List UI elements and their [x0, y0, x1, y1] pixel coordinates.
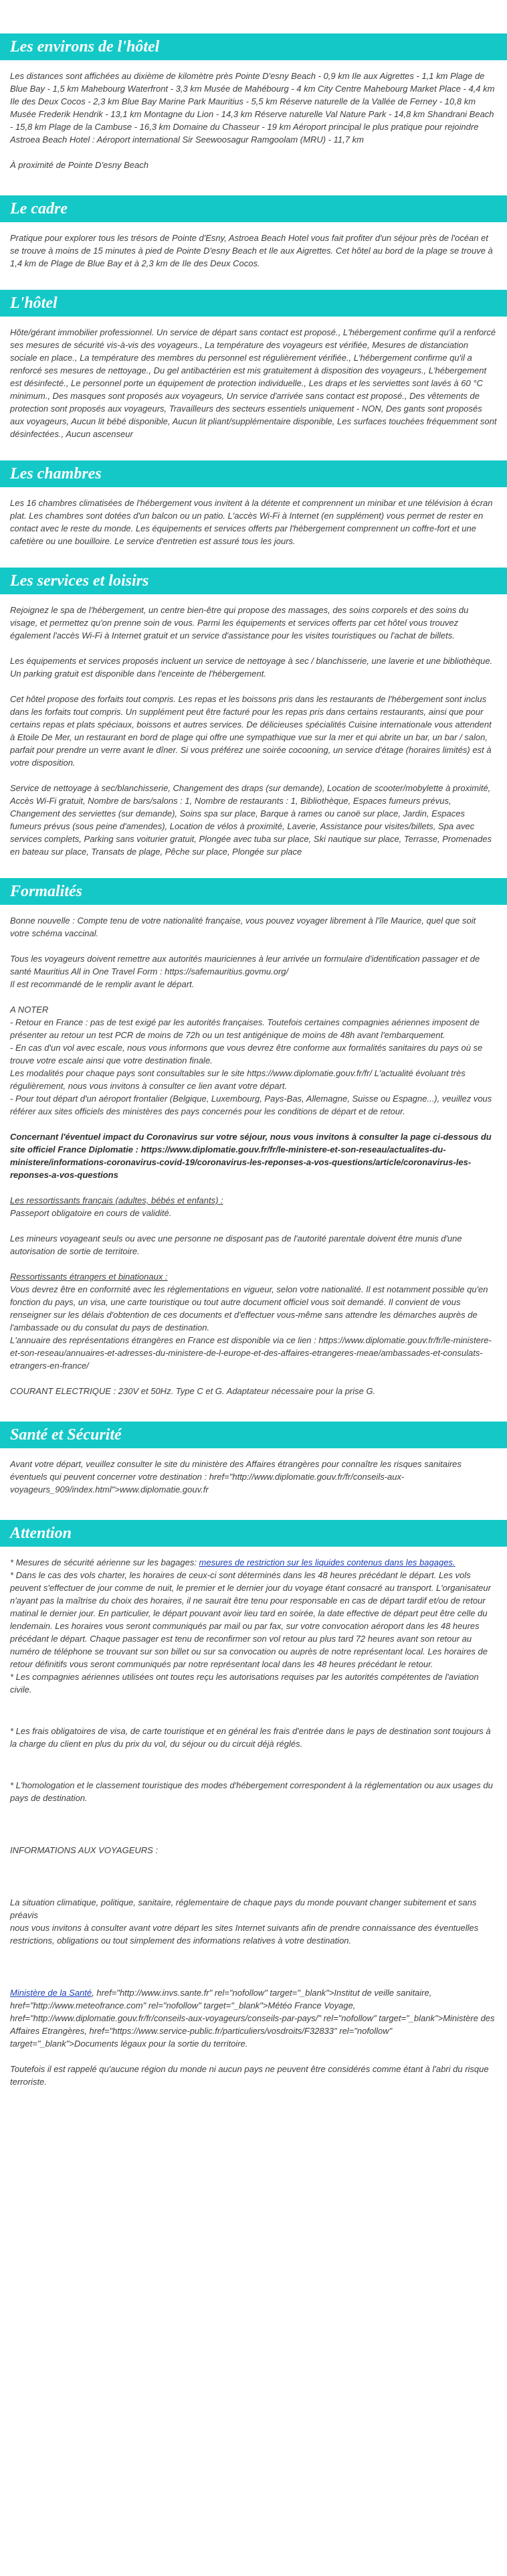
attention-luggage-prefix: * Mesures de sécurité aérienne sur les bagages:: [10, 1557, 199, 1567]
section-title-environs: Les environs de l'hôtel: [0, 33, 507, 60]
formalites-electricity: COURANT ELECTRIQUE : 230V et 50Hz. Type C et G. Adaptateur nécessaire pour la prise G.: [10, 1386, 376, 1396]
formalites-coronavirus: Concernant l'éventuel impact du Coronavirus sur votre séjour, nous vous invitons à consulter la page ci-dessous du site officiel France Diplomatie : https://www.diplomatie.gouv.fr/fr/le-ministere-et-son-reseau/actualites-du-ministere/informations-coronavirus-covid-19/coronavirus-les-reponses-a-vos-questions/article/coronavirus-les-reponses-a-vos-questions: [10, 1132, 492, 1180]
section-body-environs: [0, 70, 507, 171]
section-body-hotel: [0, 326, 507, 440]
sante-text: Avant votre départ, veuillez consulter le site du ministère des Affaires étrangères pour connaître les risques sanitaires éventuels qui peuvent concerner votre destination : href="http://www.diplomatie.gouv.fr/fr/conseils-aux-voyageurs_909/index.html">www.diplomatie.gouv.fr: [10, 1459, 462, 1494]
formalites-note-stopover: - En cas d'un vol avec escale, nous vous informons que vous devrez être conforme aux formalités sanitaires du pays où se trouve votre escale ainsi que votre destination finale.: [10, 1043, 483, 1065]
hotel-text: Hôte/gérant immobilier professionnel. Un service de départ sans contact est proposé., L'hébergement confirme qu'il a renforcé ses mesures de sécurité vis-à-vis des voyageurs., La température des voyageurs est vérifiée, Mesures de distanciation sociale en place., La température des membres du personnel est régulièrement vérifiée., L'hébergement confirme qu'il a renforcé ses mesures de nettoyage., Du gel antibactérien est mis gratuitement à disposition des voyageurs., L'hébergement est désinfecté., Le personnel porte un équipement de protection individuelle., Les draps et les serviettes sont lavés à 60 °C minimum., Des masques sont proposés aux voyageurs, Un service d'arrivée sans contact est proposé., Des vêtements de protection sont proposés aux voyageurs, Travailleurs des secteurs essentiels uniquement - NON, Des gants sont proposés aux voyageurs, Aucun lit bébé disponible, Aucun lit pliant/supplémentaire disponible, Les surfaces touchées fréquemment sont désinfectées., Aucun ascenseur: [10, 327, 497, 439]
section-title-sante: Santé et Sécurité: [0, 1422, 507, 1448]
section-body-attention: [0, 1556, 507, 2088]
section-attention: [0, 1520, 507, 2088]
formalites-form-note: Il est recommandé de le remplir avant le départ.: [10, 979, 195, 989]
section-cadre: [0, 195, 507, 270]
section-chambres: [0, 460, 507, 547]
hotel-info-page: [0, 33, 507, 2108]
section-hotel: [0, 290, 507, 440]
formalites-foreign-text: Vous devrez être en conformité avec les réglementations en vigueur, selon votre nationalité. Il est notamment possible qu'en fonction du pays, un visa, une carte touristique ou tout autre document officiel vous soit demandé. Il convient de vous renseigner sur les délais d'obtention de ces documents et d'effectuer vous-même sans attendre les démarches auprès de l'ambassade ou du consulat du pays de destination.: [10, 1284, 488, 1333]
environs-nearby: À proximité de Pointe D'esny Beach: [10, 160, 148, 170]
section-title-chambres: Les chambres: [0, 460, 507, 487]
attention-terrorism: Toutefois il est rappelé qu'aucune région du monde ni aucun pays ne peuvent être considérés comme étant à l'abri du risque terroriste.: [10, 2064, 489, 2087]
attention-charter: * Dans le cas des vols charter, les horaires de ceux-ci sont déterminés dans les 48 heures précédant le départ. Les vols peuvent s'effectuer de jour comme de nuit, le premier et le dernier jour du voyage étant consacré au transport. L'organisateur n'ayant pas la maîtrise du choix des horaires, il ne saurait être tenu pour responsable en cas de départ tardif et/ou de retour matinal le dernier jour. En particulier, le départ pouvant avoir lieu tard en soirée, la date effective de départ peut être celle du lendemain. Les horaires vous seront communiqués par mail ou par fax, sur votre convocation aéroport dans les 48 heures précédant le départ. Chaque passager est tenu de reconfirmer son vol retour au plus tard 72 heures avant son retour au numéro de téléphone se trouvant sur son billet ou sur sa convocation ou auprès de notre représentant local. Les horaires de retour définitifs vous seront communiqués par notre représentant local dans les 48 heures précédant le retour.: [10, 1570, 491, 1669]
section-body-services: [0, 604, 507, 858]
formalites-note-title: A NOTER: [10, 1005, 49, 1015]
cadre-text: Pratique pour explorer tous les trésors de Pointe d'Esny, Astroea Beach Hotel vous fait profiter d'un séjour près de l'océan et se trouve à moins de 15 minutes à pied de Pointe D'esny Beach et Ile aux Aigrettes. Cet hôtel au bord de la plage se trouve à 1,4 km de Plage de Blue Bay et à 2,3 km de Ile des Deux Cocos.: [10, 233, 493, 268]
section-services: [0, 568, 507, 858]
chambres-text: Les 16 chambres climatisées de l'hébergement vous invitent à la détente et comprennent un minibar et une télévision à écran plat. Les chambres sont dotées d'un balcon ou un patio. L'accès Wi-Fi à Internet (en supplément) vous permet de rester en contact avec le reste du monde. Les équipements et services offerts par l'hébergement comprennent un coffre-fort et une cafetière ou une bouilloire. Le service d'entretien est assuré tous les jours.: [10, 498, 493, 546]
section-body-formalites: [0, 914, 507, 1397]
liquids-restriction-link[interactable]: mesures de restriction sur les liquides contenus dans les bagages.: [199, 1557, 455, 1567]
formalites-good-news: Bonne nouvelle : Compte tenu de votre nationalité française, vous pouvez voyager librement à l'île Maurice, quel que soit votre schéma vaccinal.: [10, 916, 476, 938]
environs-distances: Les distances sont affichées au dixième de kilomètre près Pointe D'esny Beach - 0,9 km Ile aux Aigrettes - 1,1 km Plage de Blue Bay - 1,5 km Mahebourg Waterfront - 3,3 km Musée de Mahébourg - 4 km City Centre Mahebourg Market Place - 4,4 km Ile des Deux Cocos - 2,3 km Blue Bay Marine Park Mauritius - 5,5 km Réserve naturelle de la Vallée de Ferney - 10,8 km Musée Frederik Hendrik - 13,1 km Montagne du Lion - 14,3 km Réserve naturelle Val Nature Park - 14,8 km Shandrani Beach - 15,8 km Plage de la Cambuse - 16,3 km Domaine du Chasseur - 19 km Aéroport principal le plus pratique pour rejoindre Astroea Beach Hotel : Aéroport international Sir Seewoosagur Ramgoolam (MRU) - 11,7 km: [10, 71, 495, 145]
section-formalites: [0, 878, 507, 1397]
section-body-chambres: [0, 497, 507, 547]
services-spa: Rejoignez le spa de l'hébergement, un centre bien-être qui propose des massages, des soins corporels et des soins du visage, et permettez qu'on prenne soin de vous. Parmi les équipements et services offerts par cet hôtel vous trouvez également l'accès Wi-Fi à Internet gratuit et un service d'assistance pour les visites touristiques ou l'achat de billets.: [10, 605, 469, 640]
formalites-note-site: Les modalités pour chaque pays sont consultables sur le site https://www.diplomatie.gouv.fr/fr/ L'actualité évoluant très régulièrement, nous vous invitons à consulter ce lien avant votre départ.: [10, 1068, 466, 1091]
formalites-passport: Passeport obligatoire en cours de validité.: [10, 1208, 172, 1218]
formalites-note-border: - Pour tout départ d'un aéroport frontalier (Belgique, Luxembourg, Pays-Bas, Allemagne, Suisse ou Espagne...), veuillez vous référer aux sites officiels des ministères des pays concernés pour les conditions de départ et de retour.: [10, 1094, 492, 1116]
formalites-french-title: Les ressortissants français (adultes, bébés et enfants) :: [10, 1195, 223, 1205]
formalites-foreign-directory: L'annuaire des représentations étrangères en France est disponible via ce lien : https://www.diplomatie.gouv.fr/fr/le-ministere-et-son-reseau/annuaires-et-adresses-du-ministere-de-l-europe-et-des-affaires-etrangeres-meae/ambassades-et-consulats-etrangers-en-france/: [10, 1335, 492, 1371]
attention-consult: nous vous invitons à consulter avant votre départ les sites Internet suivants afin de prendre connaissance des éventuelles restrictions, obligations ou tout simplement des informations relatives à votre destination.: [10, 1923, 479, 1946]
attention-info-title: INFORMATIONS AUX VOYAGEURS :: [10, 1845, 159, 1855]
section-title-services: Les services et loisirs: [0, 568, 507, 594]
attention-visa-fees: * Les frais obligatoires de visa, de carte touristique et en général les frais d'entrée dans le pays de destination sont toujours à la charge du client en plus du prix du vol, du séjour ou du circuit déjà réglés.: [10, 1726, 491, 1749]
formalites-minors: Les mineurs voyageant seuls ou avec une personne ne disposant pas de l'autorité parentale doivent être munis d'une autorisation de sortie de territoire.: [10, 1233, 462, 1256]
formalites-form: Tous les voyageurs doivent remettre aux autorités mauriciennes à leur arrivée un formulaire d'identification passager et de santé Mauritius All in One Travel Form : https://safemauritius.govmu.org/: [10, 954, 480, 976]
services-list: Service de nettoyage à sec/blanchisserie, Changement des draps (sur demande), Location de scooter/mobylette à proximité, Accès Wi-Fi gratuit, Nombre de bars/salons : 1, Nombre de restaurants : 1, Bibliothèque, Espaces fumeurs prévus, Changement des serviettes (sur demande), Soins spa sur place, Barque à rames ou canoë sur place, Jardin, Espaces fumeurs prévus (sous peine d'amendes), Location de vélos à proximité, Laverie, Assistance pour visites/billets, Spa avec services complets, Parking sans voiturier gratuit, Plongée avec tuba sur place, Ski nautique sur place, Terrasse, Promenades en bateau sur place, Transats de plage, Pêche sur place, Plongée sur place: [10, 783, 492, 857]
attention-links: , href="http://www.invs.sante.fr" rel="nofollow" target="_blank">Institut de veille sanitaire, href="http://www.meteofrance.com" rel="nofollow" target="_blank">Météo France Voyage, href="http://www.diplomatie.gouv.fr/fr/conseils-aux-voyageurs/conseils-par-pays/" rel="nofollow" target="_blank">Ministère des Affaires Etrangères, href="https://www.service-public.fr/particuliers/vosdroits/F32833" rel="nofollow" target="_blank">Documents légaux pour la sortie du territoire.: [10, 1988, 495, 2049]
section-environs: [0, 33, 507, 171]
ministere-sante-link[interactable]: Ministère de la Santé: [10, 1988, 92, 1998]
formalites-foreign-title: Ressortissants étrangers et binationaux :: [10, 1272, 168, 1282]
section-title-formalites: Formalités: [0, 878, 507, 905]
attention-classification: * L'homologation et le classement touristique des modes d'hébergement correspondent à la réglementation ou aux usages du pays de destination.: [10, 1780, 493, 1803]
section-title-cadre: Le cadre: [0, 195, 507, 222]
attention-airlines: * Les compagnies aériennes utilisées ont toutes reçu les autorisations requises par les autorités compétentes de l'aviation civile.: [10, 1672, 479, 1695]
attention-situation: La situation climatique, politique, sanitaire, réglementaire de chaque pays du monde pouvant changer subitement et sans préavis: [10, 1897, 477, 1920]
services-equipment: Les équipements et services proposés incluent un service de nettoyage à sec / blanchisserie, une laverie et une bibliothèque. Un parking gratuit est disponible dans l'enceinte de l'hébergement.: [10, 656, 493, 679]
section-title-attention: Attention: [0, 1520, 507, 1547]
formalites-note-return: - Retour en France : pas de test exigé par les autorités françaises. Toutefois certaines compagnies aériennes imposent de présenter au retour un test PCR de moins de 72h ou un test antigénique de moins de 48h avant l'embarquement.: [10, 1017, 480, 1040]
services-allinclusive: Cet hôtel propose des forfaits tout compris. Les repas et les boissons pris dans les restaurants de l'hébergement sont inclus dans les forfaits tout compris. Un supplément peut être facturé pour les repas pris dans certains restaurants, ainsi que pour certains repas et plats spéciaux, boissons et autres services. De délicieuses spécialités Cuisine internationale vous attendent à Etoile De Mer, un restaurant en bord de plage qui offre une sympathique vue sur la mer et qui abrite un bar, un bar / salon, parfait pour prendre un verre avant le dîner. Si vous préférez une soirée cocooning, un service d'étage (horaires limités) est à votre disposition.: [10, 694, 492, 768]
section-body-cadre: [0, 232, 507, 270]
section-sante: [0, 1422, 507, 1496]
section-body-sante: [0, 1458, 507, 1496]
section-title-hotel: L'hôtel: [0, 290, 507, 317]
